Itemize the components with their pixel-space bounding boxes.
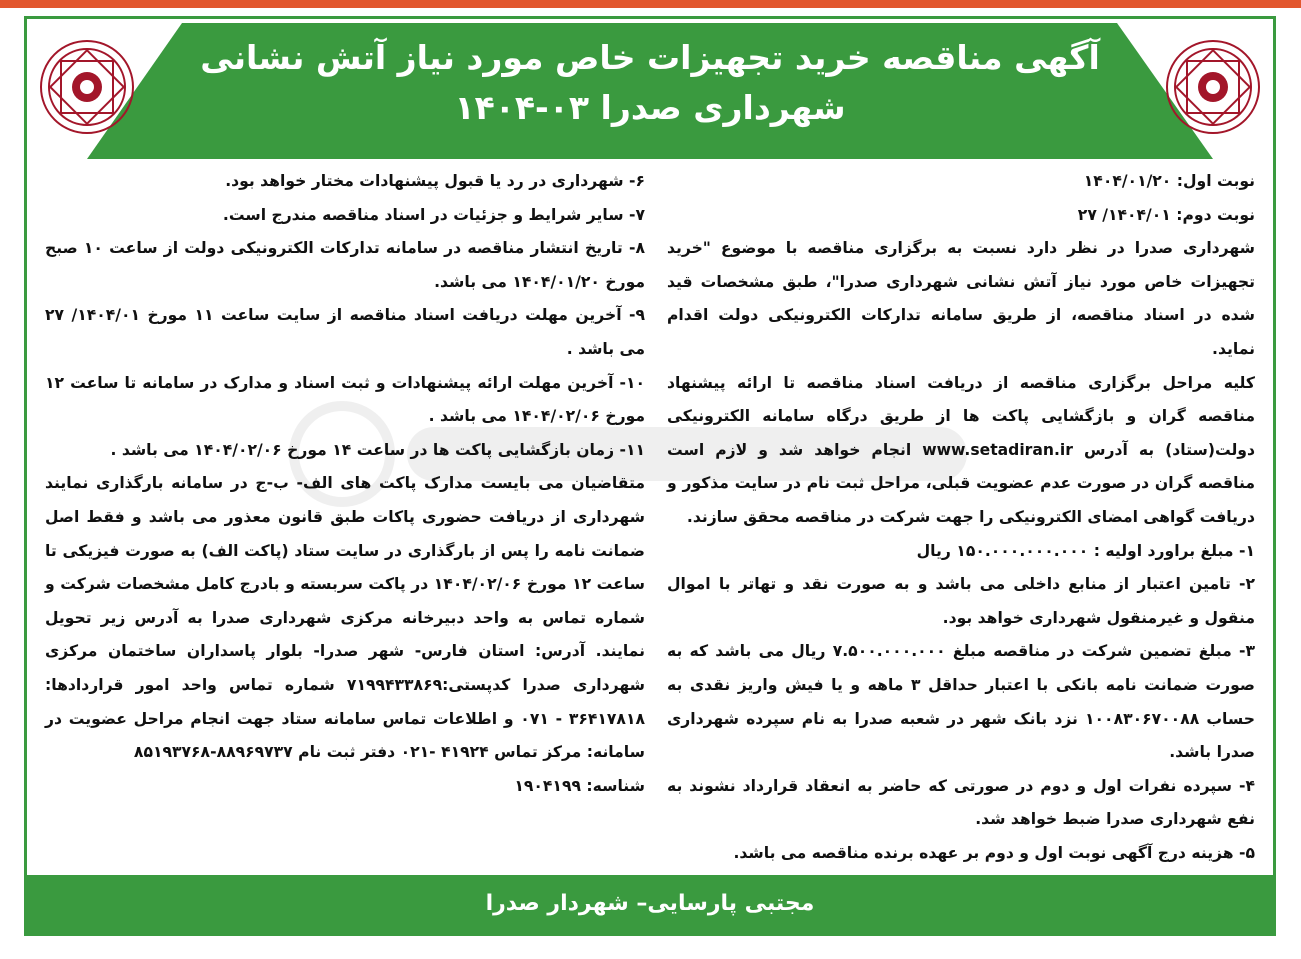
item-6: ۶- شهرداری در رد یا قبول پیشنهادات مختار خواهد بود. <box>225 172 645 190</box>
applicants-paragraph: متقاضیان می بایست مدارک پاکت های الف- ب-ج در سامانه بارگذاری نمایند شهرداری از دریافت حضوری پاکات طبق قانون معذور می باشد و فقط اصل ضمانت نامه را پس از بارگذاری در سایت ستاد (پاکت الف) به صورت فیزیکی تا ساعت ۱۲ مورخ ۱۴۰۴/۰۲/۰۶ در پاکت سربسته و بادرج کامل مشخصات شرکت و شماره تماس به واحد دبیرخانه مرکزی شهرداری صدرا به آدرس زیر تحویل نمایند. آدرس: استان فارس- شهر صدرا- بلوار پاسداران ساختمان مرکزی شهرداری صدرا کدپستی:۷۱۹۹۴۳۳۸۶۹ شماره تماس واحد امور قراردادها: ۳۶۴۱۷۸۱۸ - ۰۷۱ و اطلاعات تماس سامانه ستاد جهت انجام مراحل عضویت در سامانه: مرکز تماس ۴۱۹۲۴ -۰۲۱ دفتر ثبت نام ۸۸۹۶۹۷۳۷-۸۵۱۹۳۷۶۸ <box>45 474 645 762</box>
intro-paragraph: شهرداری صدرا در نظر دارد نسبت به برگزاری مناقصه با موضوع "خرید تجهیزات خاص مورد نیاز آتش نشانی شهرداری صدرا"، طبق مشخصات قید شده در اسناد مناقصه، از طریق سامانه تدارکات الکترونیکی دولت اقدام نماید. <box>667 239 1255 358</box>
item-7: ۷- سایر شرایط و جزئیات در اسناد مناقصه مندرج است. <box>222 205 645 224</box>
right-column <box>667 165 1255 870</box>
second-run-date: نوبت دوم: ۱۴۰۴/۰۱/ ۲۷ <box>1077 205 1255 224</box>
item-9: ۹- آخرین مهلت دریافت اسناد مناقصه از سایت ساعت ۱۱ مورخ ۱۴۰۴/۰۱/ ۲۷ می باشد . <box>45 306 645 358</box>
first-run-date: نوبت اول: ۱۴۰۴/۰۱/۲۰ <box>1083 172 1255 190</box>
item-5: ۵- هزینه درج آگهی نوبت اول و دوم بر عهده برنده مناقصه می باشد. <box>733 843 1255 862</box>
process-paragraph <box>667 367 1255 535</box>
item-11: ۱۱- زمان بازگشایی پاکت ها در ساعت ۱۴ مورخ ۱۴۰۴/۰۲/۰۶ می باشد . <box>110 440 645 459</box>
top-accent-strip <box>0 0 1301 8</box>
process-text-end: انجام خواهد شد و لازم است مناقصه گران در صورت عدم عضویت قبلی، مراحل ثبت نام در سایت مذکور و دریافت گواهی امضای الکترونیکی را جهت شرکت در مناقصه محقق سازند. <box>667 440 1255 526</box>
footer-band <box>27 875 1273 933</box>
item-8: ۸- تاریخ انتشار مناقصه در سامانه تدارکات الکترونیکی دولت از ساعت ۱۰ صبح مورخ ۱۴۰۴/۰۱/۲۰ می باشد. <box>45 239 645 291</box>
emblem-icon <box>35 35 139 139</box>
item-1: ۱- مبلغ براورد اولیه : ۱۵۰.۰۰۰.۰۰۰.۰۰۰ ریال <box>916 541 1255 560</box>
notice-frame <box>24 16 1276 936</box>
item-10: ۱۰- آخرین مهلت ارائه پیشنهادات و ثبت اسناد و مدارک در سامانه تا ساعت ۱۲ مورخ ۱۴۰۴/۰۲/۰۶ می باشد . <box>45 373 645 426</box>
item-4: ۴- سپرده نفرات اول و دوم در صورتی که حاضر به انعقاد قرارداد نشوند به نفع شهرداری صدرا ضبط خواهد شد. <box>667 776 1255 829</box>
tender-id: شناسه: ۱۹۰۴۱۹۹ <box>514 776 645 795</box>
left-column <box>45 165 645 803</box>
emblem-icon <box>1161 35 1265 139</box>
header-banner <box>87 23 1213 159</box>
process-text-start: کلیه مراحل برگزاری مناقصه از دریافت اسناد مناقصه تا ارائه پیشنهاد مناقصه گران و بازگشایی پاکت ها از طریق درگاه سامانه الکترونیکی دولت(ستاد) به آدرس <box>667 373 1255 459</box>
setad-website-link[interactable]: www.setadiran.ir <box>922 440 1073 459</box>
item-3: ۳- مبلغ تضمین شرکت در مناقصه مبلغ ۷.۵۰۰.۰۰۰.۰۰۰ ریال می باشد که به صورت ضمانت نامه بانکی با اعتبار حداقل ۳ ماهه و یا فیش واریز نقدی به حساب ۱۰۰۸۳۰۶۷۰۰۸۸ نزد بانک شهر در شعبه صدرا به نام سپرده شهرداری صدرا باشد. <box>667 642 1256 762</box>
notice-title: آگهی مناقصه خرید تجهیزات خاص مورد نیاز آتش نشانی شهرداری صدرا ۰۳-۱۴۰۴ <box>200 38 1100 127</box>
item-2: ۲- تامین اعتبار از منابع داخلی می باشد و به صورت نقد و تهاتر با اموال منقول و غیرمنقول شهرداری خواهد بود. <box>667 575 1255 627</box>
mayor-signature: مجتبی پارسایی– شهردار صدرا <box>485 891 815 916</box>
